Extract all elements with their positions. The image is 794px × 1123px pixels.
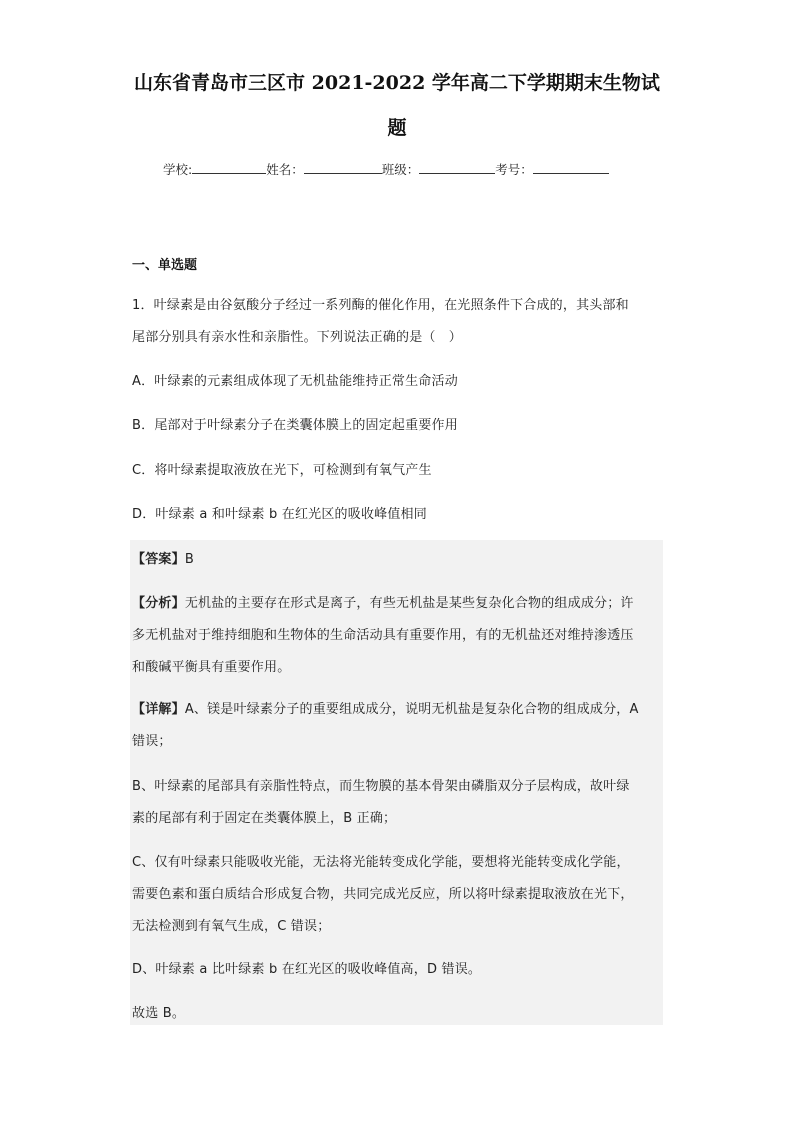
option-a: A．叶绿素的元素组成体现了无机盐能维持正常生命活动 — [132, 374, 458, 389]
answer-line — [132, 548, 194, 567]
detail-tag: 【详解】 — [132, 702, 185, 717]
document-title-line2: 题 — [387, 117, 407, 139]
detail-a-line2: 错误； — [132, 734, 172, 749]
class-label: 班级： — [381, 162, 420, 177]
name-blank[interactable] — [304, 161, 382, 174]
detail-d-line1: D、叶绿素 a 比叶绿素 b 在红光区的吸收峰值高，D 错误。 — [132, 962, 482, 977]
exam-no-blank[interactable] — [533, 161, 609, 174]
detail-b-line1: B、叶绿素的尾部具有亲脂性特点，而生物膜的基本骨架由磷脂双分子层构成，故叶绿 — [132, 779, 630, 794]
school-blank[interactable] — [192, 161, 266, 174]
question-stem-line2: 尾部分别具有亲水性和亲脂性。下列说法正确的是（ ） — [132, 330, 463, 345]
analysis-tag: 【分析】 — [132, 596, 185, 611]
answer-tag: 【答案】 — [132, 552, 185, 567]
exam-no-label: 考号： — [495, 162, 533, 177]
detail-b-line2: 素的尾部有利于固定在类囊体膜上，B 正确； — [132, 811, 397, 826]
analysis-line1 — [132, 592, 634, 611]
option-c: C．将叶绿素提取液放在光下，可检测到有氧气产生 — [132, 463, 432, 478]
analysis-line3: 和酸碱平衡具有重要作用。 — [132, 660, 291, 675]
detail-c-line1: C、仅有叶绿素只能吸收光能，无法将光能转变成化学能，要想将光能转变成化学能， — [132, 855, 630, 870]
detail-a-line1 — [132, 698, 639, 717]
detail-c-line2: 需要色素和蛋白质结合形成复合物，共同完成光反应，所以将叶绿素提取液放在光下， — [132, 887, 634, 902]
answer-value: B — [184, 552, 194, 567]
question-stem-line1: 1．叶绿素是由谷氨酸分子经过一系列酶的催化作用，在光照条件下合成的，其头部和 — [132, 298, 629, 313]
class-blank[interactable] — [419, 161, 495, 174]
detail-c-line3: 无法检测到有氧气生成，C 错误； — [132, 919, 331, 934]
name-label: 姓名： — [266, 162, 304, 177]
document-title-line1: 山东省青岛市三区市 2021-2022 学年高二下学期期末生物试 — [134, 72, 660, 94]
section-heading: 一、单选题 — [132, 258, 198, 273]
analysis-text-1: 无机盐的主要存在形式是离子，有些无机盐是某些复杂化合物的组成成分；许 — [184, 596, 634, 611]
analysis-line2: 多无机盐对于维持细胞和生物体的生命活动具有重要作用，有的无机盐还对维持渗透压 — [132, 628, 634, 643]
conclusion: 故选 B。 — [132, 1006, 186, 1021]
detail-a-text-1: A、镁是叶绿素分子的重要组成成分，说明无机盐是复杂化合物的组成成分，A — [184, 702, 639, 717]
option-b: B．尾部对于叶绿素分子在类囊体膜上的固定起重要作用 — [132, 418, 458, 433]
option-d: D．叶绿素 a 和叶绿素 b 在红光区的吸收峰值相同 — [132, 507, 427, 522]
student-info-row — [163, 160, 609, 178]
school-label: 学校: — [163, 162, 193, 177]
